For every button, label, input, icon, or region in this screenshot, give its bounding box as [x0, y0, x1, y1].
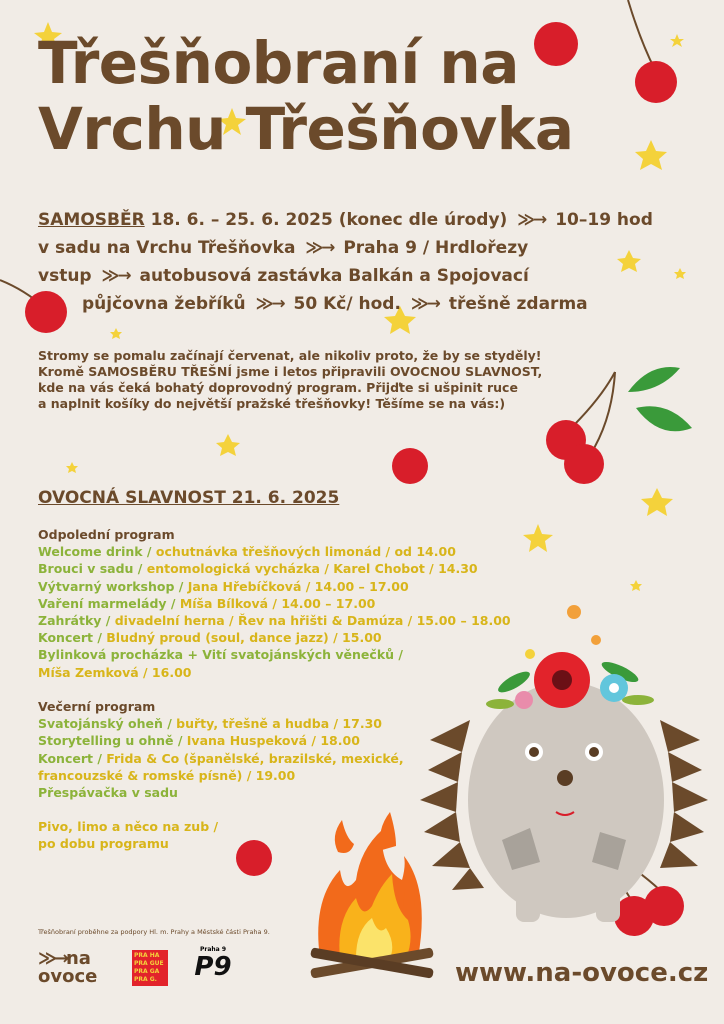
info-line-2 [38, 238, 528, 258]
leaf-icon [636, 406, 692, 431]
intro-line: kde na vás čeká bohatý doprovodný program. Přijďte si ušpinit ruce [38, 380, 518, 395]
arrow-icon: ≫→ [410, 294, 439, 314]
evening-program [38, 698, 404, 853]
website-link[interactable]: www.na-ovoce.cz [455, 958, 709, 988]
info-line-3 [38, 266, 529, 286]
program-item: Zahrátky / divadelní herna / Řev na hřišti & Damúza / 15.00 – 18.00 [38, 613, 511, 629]
star-icon [66, 462, 78, 473]
arrow-icon: ≫→ [305, 238, 334, 258]
star-icon [635, 140, 667, 170]
intro-paragraph [38, 348, 598, 412]
title-line-1: Třešňobraní na [38, 29, 519, 97]
bus-stop: autobusová zastávka Balkán a Spojovací [139, 266, 529, 286]
program-item: Welcome drink / ochutnávka třešňových limonád / od 14.00 [38, 544, 456, 560]
cherries-free: třešně zdarma [448, 294, 588, 314]
ladder-price: 50 Kč/ hod. [293, 294, 401, 314]
arrow-icon: ≫→ [101, 266, 130, 286]
entry-label: vstup [38, 266, 92, 286]
info-line-1 [38, 210, 653, 230]
samosber-note: (konec dle úrody) [338, 210, 508, 230]
star-icon [523, 524, 553, 552]
program-item: francouzské & romské písně) / 19.00 [38, 767, 296, 783]
arrow-icon: ≫→ [517, 210, 546, 230]
program-item: Storytelling u ohně / Ivana Huspeková / 18.00 [38, 733, 360, 749]
afternoon-program [38, 526, 511, 681]
samosber-dates: 18. 6. – 25. 6. 2025 [150, 210, 333, 230]
star-icon [110, 328, 122, 339]
evening-heading: Večerní program [38, 699, 156, 714]
intro-line: a naplnit košíky do největší pražské třešňovky! Těšíme se na vás:) [38, 396, 506, 411]
ladders: půjčovna žebříků [82, 294, 246, 314]
star-icon [216, 434, 240, 456]
program-item: Bylinková procházka + Vití svatojánských věnečků / [38, 647, 403, 663]
program-item: Pivo, limo a něco na zub / [38, 819, 219, 835]
praha-logo: PRA HA PRA GUE PRA GA PRA G. [132, 950, 168, 986]
program-item: Brouci v sadu / entomologická vycházka / Karel Chobot / 14.30 [38, 561, 478, 577]
program-item: Míša Zemková / 16.00 [38, 664, 192, 680]
program-item: Výtvarný workshop / Jana Hřebíčková / 14.00 – 17.00 [38, 578, 409, 594]
star-icon [641, 488, 673, 516]
leaf-icon [628, 367, 680, 392]
festival-heading: OVOCNÁ SLAVNOST 21. 6. 2025 [38, 488, 340, 508]
place: v sadu na Vrchu Třešňovka [38, 238, 296, 258]
cherry-icon [25, 291, 67, 333]
star-icon [617, 250, 641, 272]
info-line-4 [82, 294, 588, 314]
program-item: Přespávačka v sadu [38, 785, 178, 801]
program-item: po dobu programu [38, 836, 169, 852]
samosber-label: SAMOSBĚR [38, 210, 145, 230]
naovoce-logo: ≫→na ovoce [38, 948, 98, 987]
star-icon [670, 34, 684, 47]
intro-line: Stromy se pomalu začínají červenat, ale nikoliv proto, že by se styděly! [38, 348, 542, 363]
program-item: Vaření marmelády / Míša Bílková / 14.00 – 17.00 [38, 595, 376, 611]
program-item: Koncert / Bludný proud (soul, dance jazz) / 15.00 [38, 630, 382, 646]
praha9-logo: Praha 9 P9 [194, 946, 232, 982]
district: Praha 9 / Hrdlořezy [343, 238, 529, 258]
intro-line: Kromě SAMOSBĚRU TŘEŠNÍ jsme i letos připravili OVOCNOU SLAVNOST, [38, 364, 543, 379]
title-line-2: Vrchu Třešňovka [38, 95, 574, 163]
program-item: Svatojánský oheň / buřty, třešně a hudba / 17.30 [38, 716, 382, 732]
cherry-icon [392, 448, 428, 484]
star-icon [674, 268, 686, 279]
star-icon [630, 580, 642, 591]
page-title [38, 30, 573, 162]
cherry-icon [635, 61, 677, 103]
hours: 10–19 hod [555, 210, 653, 230]
support-note: Třešňobraní proběhne za podpory Hl. m. Prahy a Městské části Praha 9. [38, 928, 270, 936]
cherry-icon [644, 886, 684, 926]
cherry-icon [564, 444, 604, 484]
program-item: Koncert / Frida & Co (španělské, brazilské, mexické, [38, 750, 404, 766]
arrow-icon: ≫→ [255, 294, 284, 314]
afternoon-heading: Odpolední program [38, 527, 175, 542]
